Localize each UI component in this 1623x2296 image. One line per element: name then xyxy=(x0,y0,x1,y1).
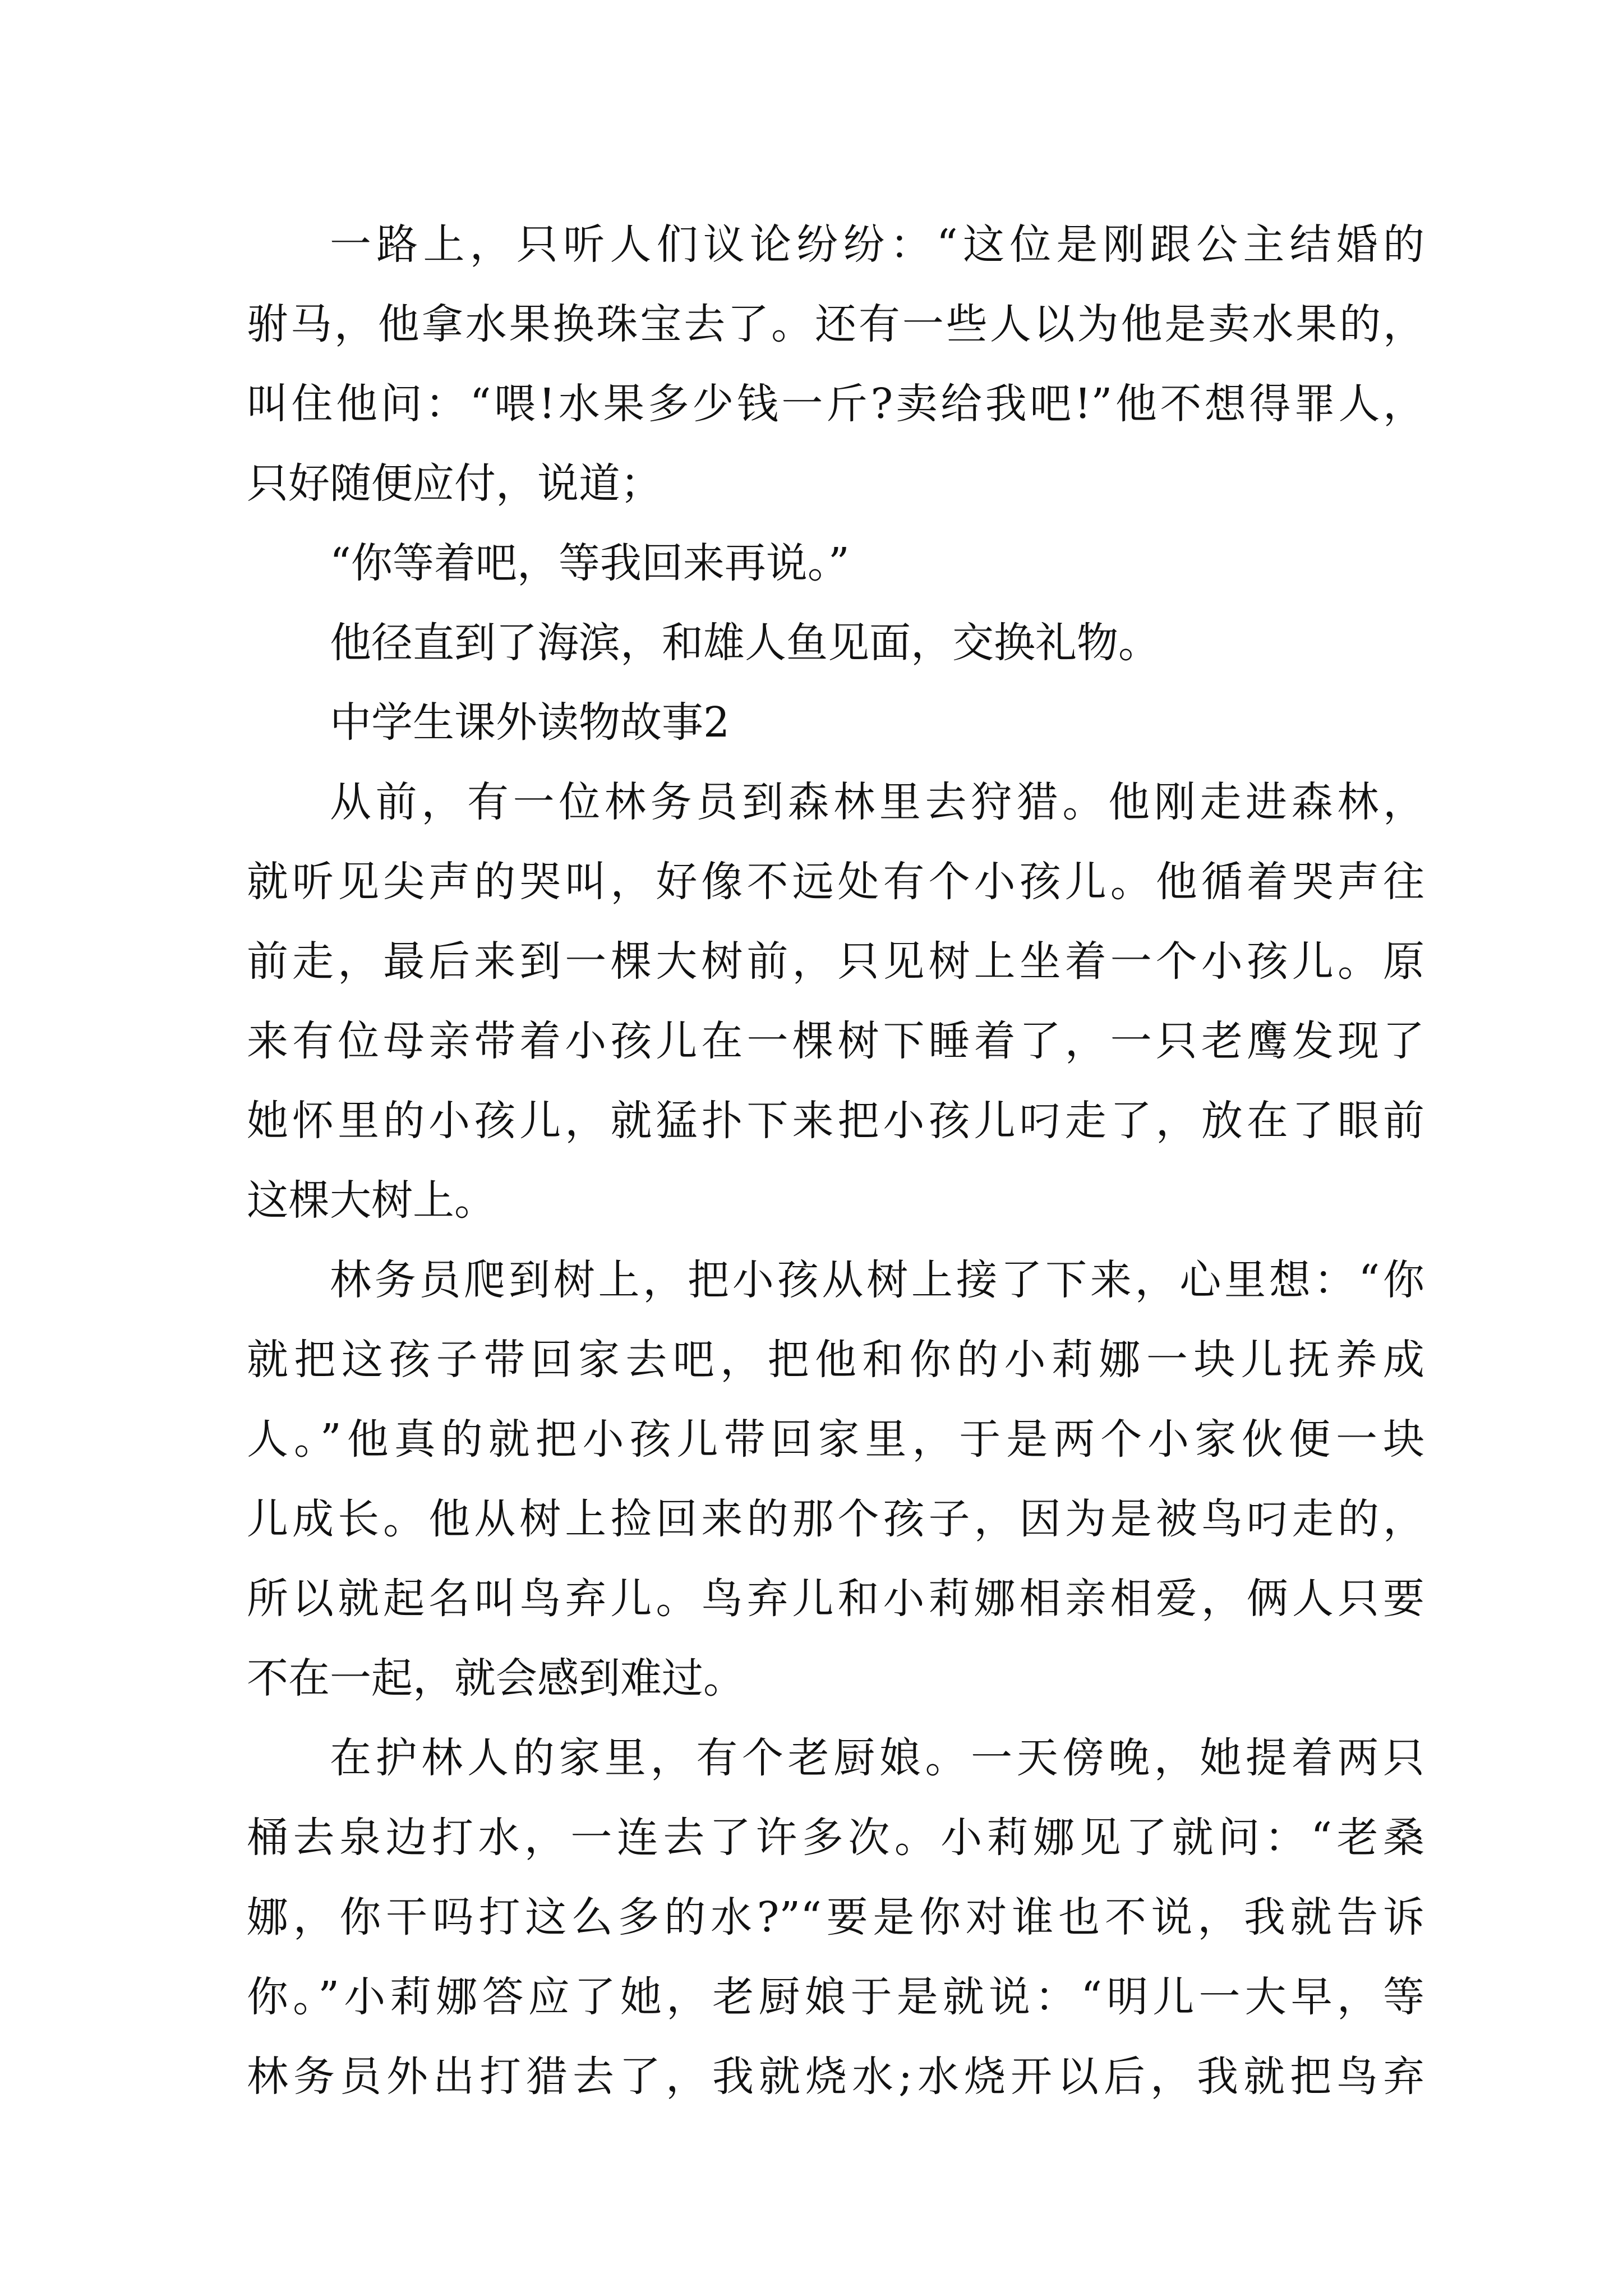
heading-text: 中学生课外读物故事2 xyxy=(330,698,730,747)
text-line: 在护林人的家里，有个老厨娘。一天傍晚，她提着两只 xyxy=(330,1734,1424,1782)
text-line: 驸马，他拿水果换珠宝去了。还有一些人以为他是卖水果的， xyxy=(247,300,1424,348)
text-line: 就把这孩子带回家去吧，把他和你的小莉娜一块儿抚养成 xyxy=(247,1336,1424,1384)
text-line: 叫住他问：“喂!水果多少钱一斤?卖给我吧!”他不想得罪人， xyxy=(247,380,1424,428)
paragraph xyxy=(247,1718,1424,2116)
text-line: 从前，有一位林务员到森林里去狩猎。他刚走进森林， xyxy=(330,778,1424,826)
text-line: 不在一起，就会感到难过。 xyxy=(247,1654,745,1703)
text-line: 就听见尖声的哭叫，好像不远处有个小孩儿。他循着哭声往 xyxy=(247,858,1424,906)
text-line: “你等着吧，等我回来再说。” xyxy=(330,539,850,587)
text-line: 人。”他真的就把小孩儿带回家里，于是两个小家伙便一块 xyxy=(247,1415,1424,1464)
text-line: 她怀里的小孩儿，就猛扑下来把小孩儿叼走了，放在了眼前 xyxy=(247,1097,1424,1145)
text-line: 一路上，只听人们议论纷纷：“这位是刚跟公主结婚的 xyxy=(330,220,1424,269)
text-line: 前走，最后来到一棵大树前，只见树上坐着一个小孩儿。原 xyxy=(247,937,1424,986)
text-line: 他径直到了海滨，和雄人鱼见面，交换礼物。 xyxy=(330,619,1160,667)
text-line: 所以就起名叫鸟弃儿。鸟弃儿和小莉娜相亲相爱，俩人只要 xyxy=(247,1575,1424,1623)
text-line: 只好随便应付，说道； xyxy=(247,459,662,508)
paragraph xyxy=(247,1240,1424,1718)
text-line: 儿成长。他从树上捡回来的那个孩子，因为是被鸟叼走的， xyxy=(247,1495,1424,1543)
paragraph xyxy=(247,205,1424,523)
paragraph xyxy=(247,523,1424,603)
document-body xyxy=(247,205,1424,2116)
section-heading xyxy=(247,683,1424,762)
text-line: 林务员爬到树上，把小孩从树上接了下来，心里想：“你 xyxy=(330,1256,1424,1304)
paragraph xyxy=(247,762,1424,1240)
text-line: 你。”小莉娜答应了她，老厨娘于是就说：“明儿一大早，等 xyxy=(247,1973,1424,2021)
text-line: 娜，你干吗打这么多的水?”“要是你对谁也不说，我就告诉 xyxy=(247,1893,1424,1941)
text-line: 来有位母亲带着小孩儿在一棵树下睡着了，一只老鹰发现了 xyxy=(247,1017,1424,1065)
text-line: 林务员外出打猎去了，我就烧水;水烧开以后，我就把鸟弃 xyxy=(247,2053,1424,2101)
text-line: 这棵大树上。 xyxy=(247,1176,496,1225)
paragraph xyxy=(247,603,1424,683)
text-line: 桶去泉边打水，一连去了许多次。小莉娜见了就问：“老桑 xyxy=(247,1814,1424,1862)
